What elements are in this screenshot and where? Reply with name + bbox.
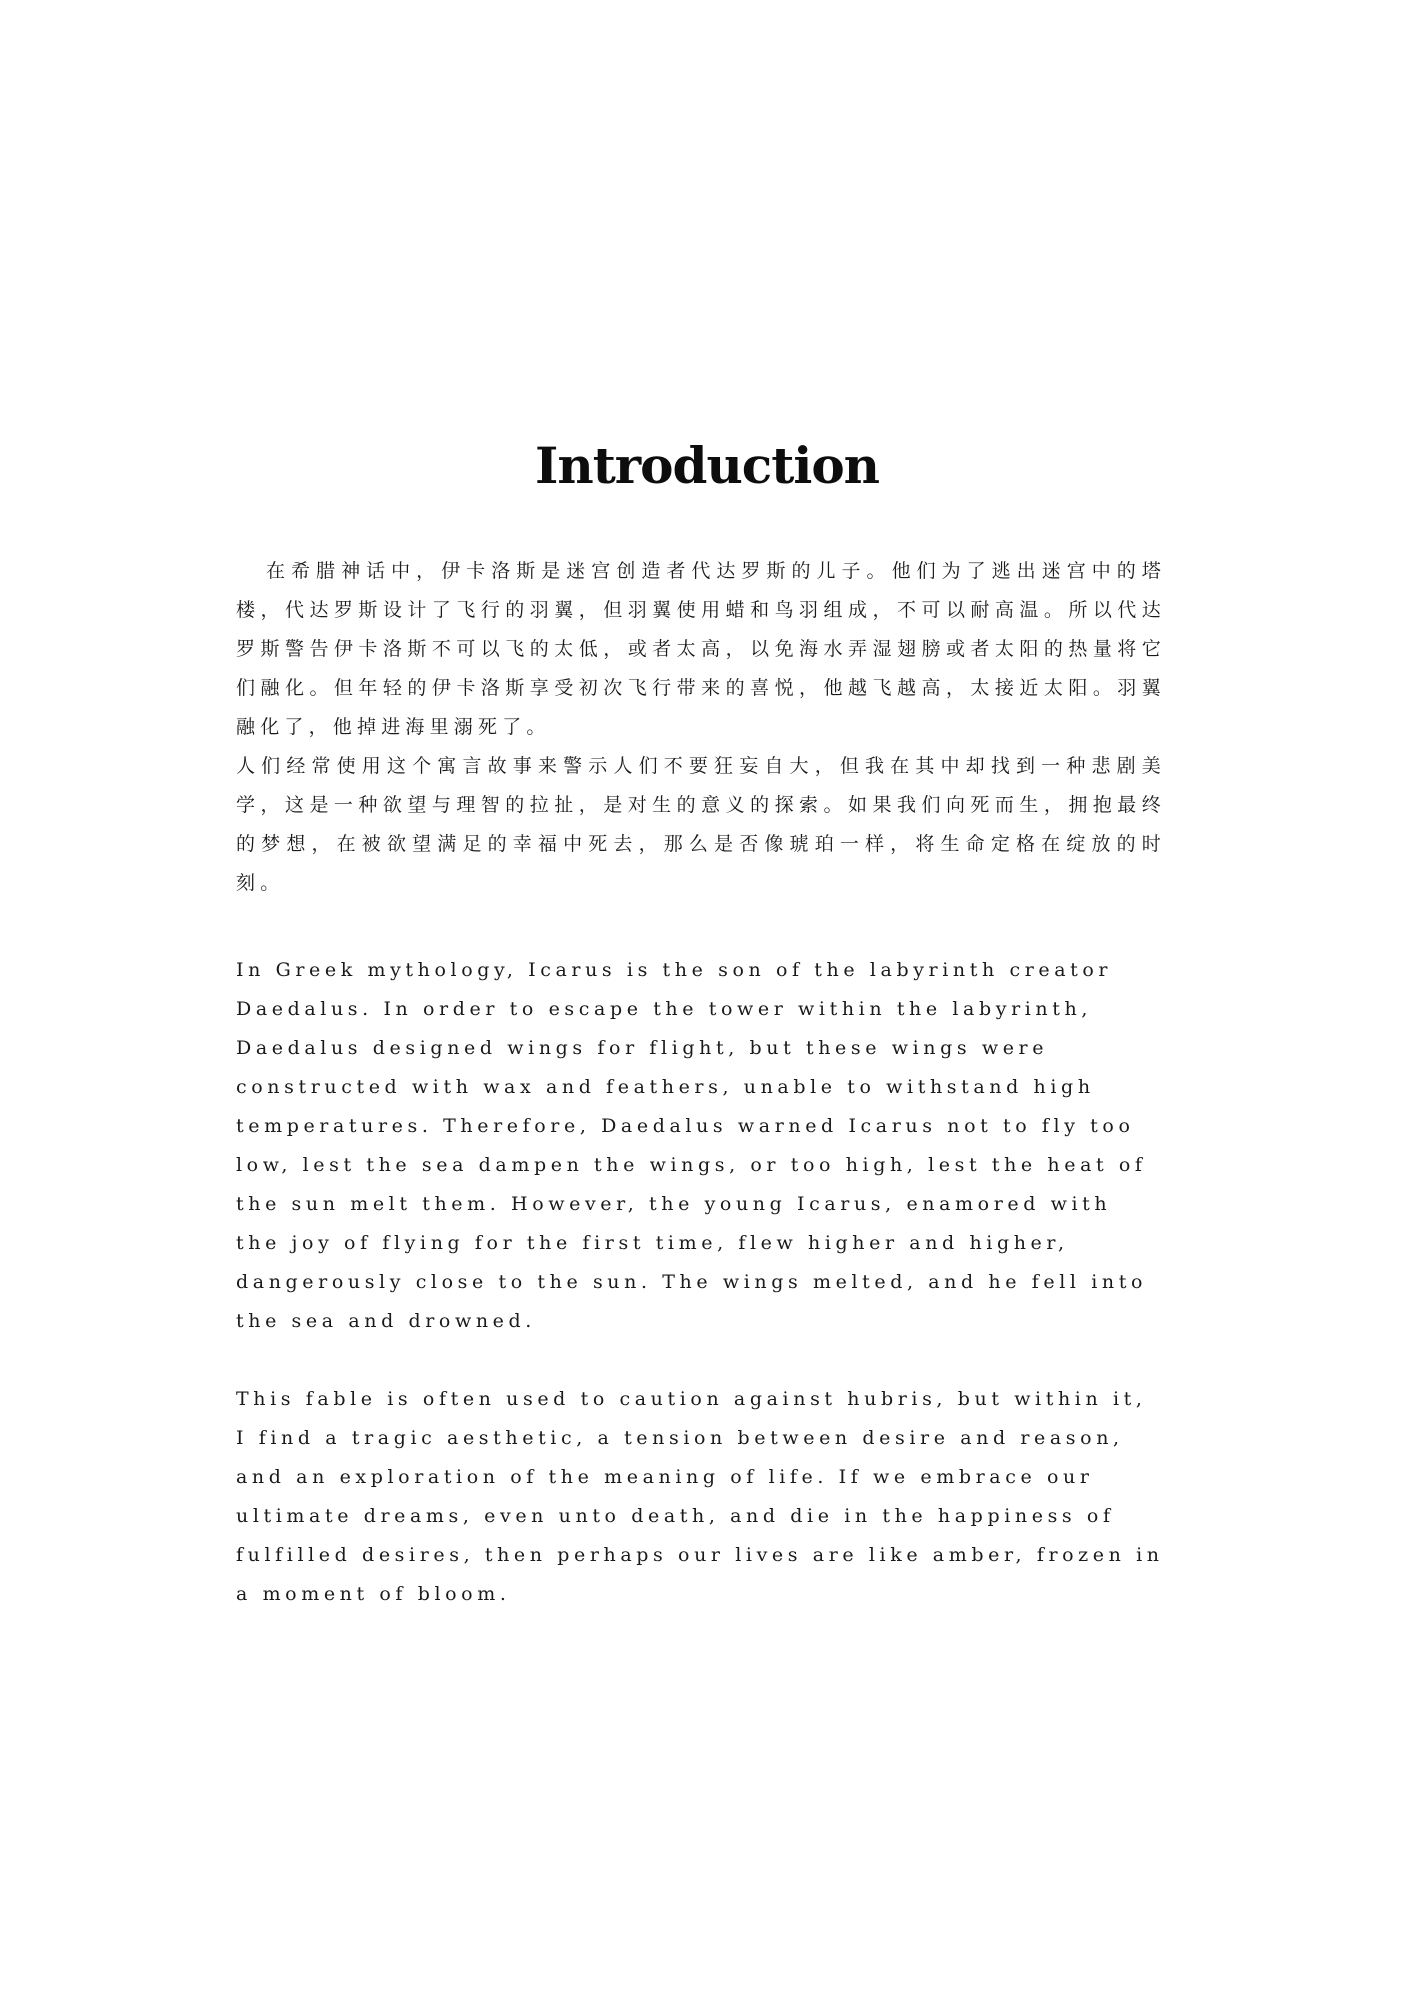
page-title: Introduction bbox=[534, 436, 880, 495]
english-paragraph-1: In Greek mythology, Icarus is the son of the labyrinth creator Daedalus. In order to escape the tower within the labyrinth, Daedalus designed wings for flight, but these wings were constructed with wax and feathers, unable to withstand high temperatures. Therefore, Daedalus warned Icarus not to fly too low, lest the sea dampen the wings, or too high, lest the heat of the sun melt them. However, the young Icarus, enamored with the joy of flying for the first time, flew higher and higher, dangerously close to the sun. The wings melted, and he fell into the sea and drowned. bbox=[236, 959, 1147, 1332]
body-content bbox=[236, 552, 1166, 1614]
english-paragraph-2: This fable is often used to caution against hubris, but within it, I find a tragic aesthetic, a tension between desire and reason, and an exploration of the meaning of life. If we embrace our ultimate dreams, even unto death, and die in the happiness of fulfilled desires, then perhaps our lives are like amber, frozen in a moment of bloom. bbox=[236, 1388, 1164, 1605]
chinese-paragraph-2: 人们经常使用这个寓言故事来警示人们不要狂妄自大，但我在其中却找到一种悲剧美学，这是一种欲望与理智的拉扯，是对生的意义的探索。如果我们向死而生，拥抱最终的梦想，在被欲望满足的幸福中死去，那么是否像琥珀一样，将生命定格在绽放的时刻。 bbox=[236, 755, 1166, 894]
chinese-text-block bbox=[236, 552, 1166, 903]
english-text-block bbox=[236, 951, 1166, 1614]
chinese-paragraph-1: 在希腊神话中，伊卡洛斯是迷宫创造者代达罗斯的儿子。他们为了逃出迷宫中的塔楼，代达罗斯设计了飞行的羽翼，但羽翼使用蜡和鸟羽组成，不可以耐高温。所以代达罗斯警告伊卡洛斯不可以飞的太低，或者太高，以免海水弄湿翅膀或者太阳的热量将它们融化。但年轻的伊卡洛斯享受初次飞行带来的喜悦，他越飞越高，太接近太阳。羽翼融化了，他掉进海里溺死了。 bbox=[236, 560, 1166, 738]
